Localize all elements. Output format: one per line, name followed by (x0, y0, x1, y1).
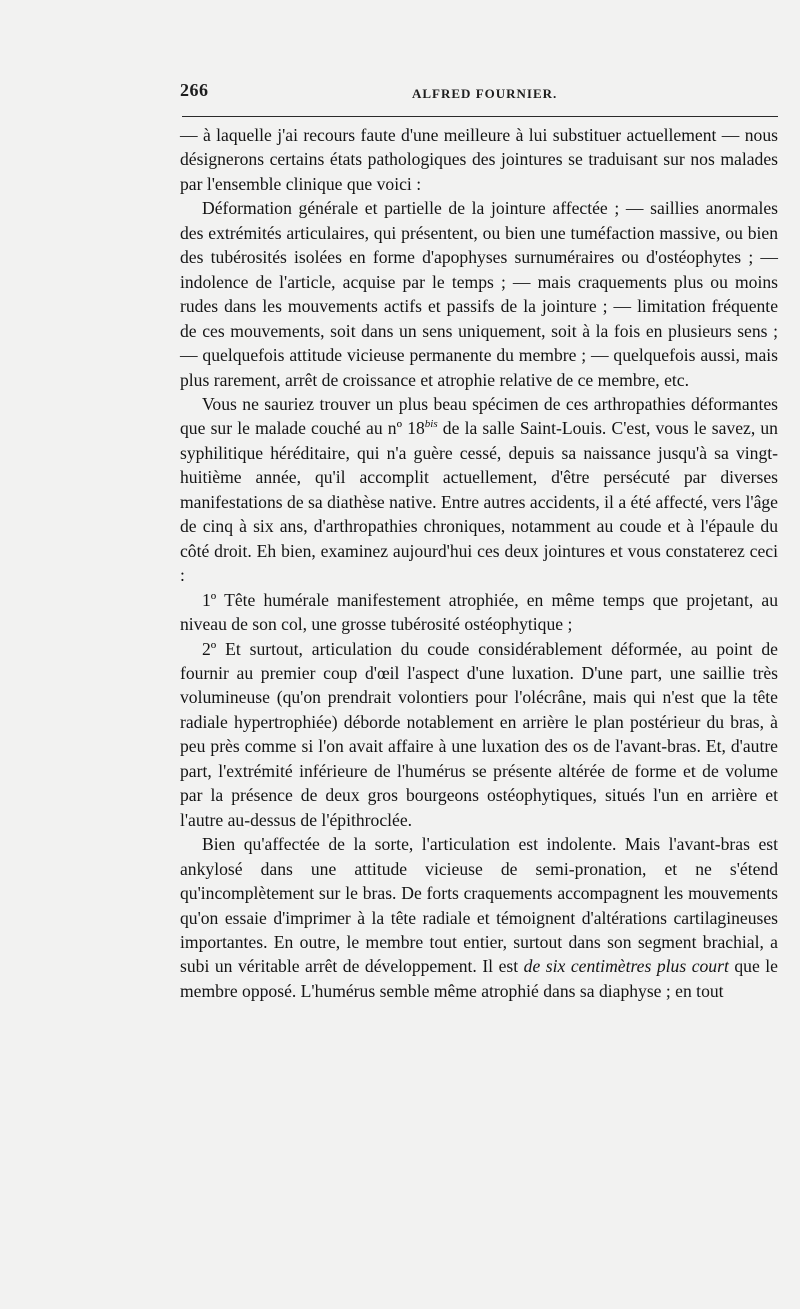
elbow-state-text-end: que le membre opposé. L'humérus semble même atrophié dans sa diaphyse ; en tout (180, 956, 778, 1001)
body-text (180, 123, 778, 1003)
paragraph-finding-1: 1º Tête humérale manifestement atrophiée, en même temps que projetant, au niveau de son col, une grosse tubérosité ostéophytique ; (180, 589, 778, 635)
paragraph-patient-case (180, 392, 778, 588)
elbow-state-text-start: Bien qu'affectée de la sorte, l'articulation est indolente. Mais l'avant-bras est ankylosé dans une attitude vicieuse de semi-pronation, et ne s'étend qu'incomplètement sur le bras. De forts craquements accompagnent les mouvements qu'on essaie d'imprimer à la tête radiale et témoignent d'altérations cartilagineuses importantes. En outre, le membre tout entier, surtout dans son segment brachial, a subi un véritable arrêt de développement. Il est (180, 834, 778, 977)
bed-number-superscript: bis (424, 418, 438, 431)
paragraph-elbow-state (180, 832, 778, 1003)
paragraph-symptoms: Déformation générale et partielle de la jointure affectée ; — saillies anormales des extrémités articulaires, qui présentent, ou bien une tuméfaction massive, ou bien des tubérosités isolées en forme d'apophyses surnuméraires ou d'ostéophytes ; — indolence de l'article, acquise par le temps ; — mais craquements plus ou moins rudes dans les mouvements actifs et passifs de la jointure ; — limitation fréquente de ces mouvements, soit dans un sens uniquement, soit à la fois en plusieurs sens ; — quelquefois attitude vicieuse permanente du membre ; — quelquefois aussi, mais plus rarement, arrêt de croissance et atrophie relative de ce membre, etc. (180, 198, 778, 390)
paragraph-continuation: — à laquelle j'ai recours faute d'une meilleure à lui substituer actuellement — nous désignerons certains états pathologiques des jointures se traduisant sur nos malades par l'ensemble clinique que voici : (180, 125, 778, 194)
running-title: ALFRED FOURNIER. (412, 86, 558, 101)
patient-case-text-end: de la salle Saint-Louis. C'est, vous le savez, un syphilitique héréditaire, qui n'a guère cessé, depuis sa naissance jusqu'à sa vingt-huitième année, qu'il accomplit actuellement, d'être persécuté par diverses manifestations de sa diathèse native. Entre autres accidents, il a été affecté, vers l'âge de cinq à six ans, d'arthropathies chroniques, notamment au coude et à l'épaule du côté droit. Eh bien, examinez aujourd'hui ces deux jointures et vous constaterez ceci : (180, 418, 778, 586)
paragraph-finding-2: 2º Et surtout, articulation du coude considérablement déformée, au point de fournir au premier coup d'œil l'aspect d'une luxation. D'une part, une saillie très volumineuse (qu'on prendrait volontiers pour l'olécrâne, mais qui n'est que la tête radiale hypertrophiée) déborde notablement en arrière le plan postérieur du bras, à peu près comme si l'on avait affaire à une luxation des os de l'avant-bras. Et, d'autre part, l'extrémité inférieure de l'humérus se présente altérée de forme et de volume par la présence de deux gros bourgeons ostéophytiques, situés l'un en arrière et l'autre au-dessus de l'épithroclée. (180, 638, 778, 830)
page-header (180, 80, 780, 110)
patient-case-text-start: Vous ne sauriez trouver un plus beau spécimen de ces arthropathies déformantes que sur le malade couché au nº 18 (180, 393, 778, 439)
page-number: 266 (180, 80, 209, 100)
header-rule (182, 116, 778, 117)
emphasis-text: de six centimètres plus court (523, 956, 729, 977)
